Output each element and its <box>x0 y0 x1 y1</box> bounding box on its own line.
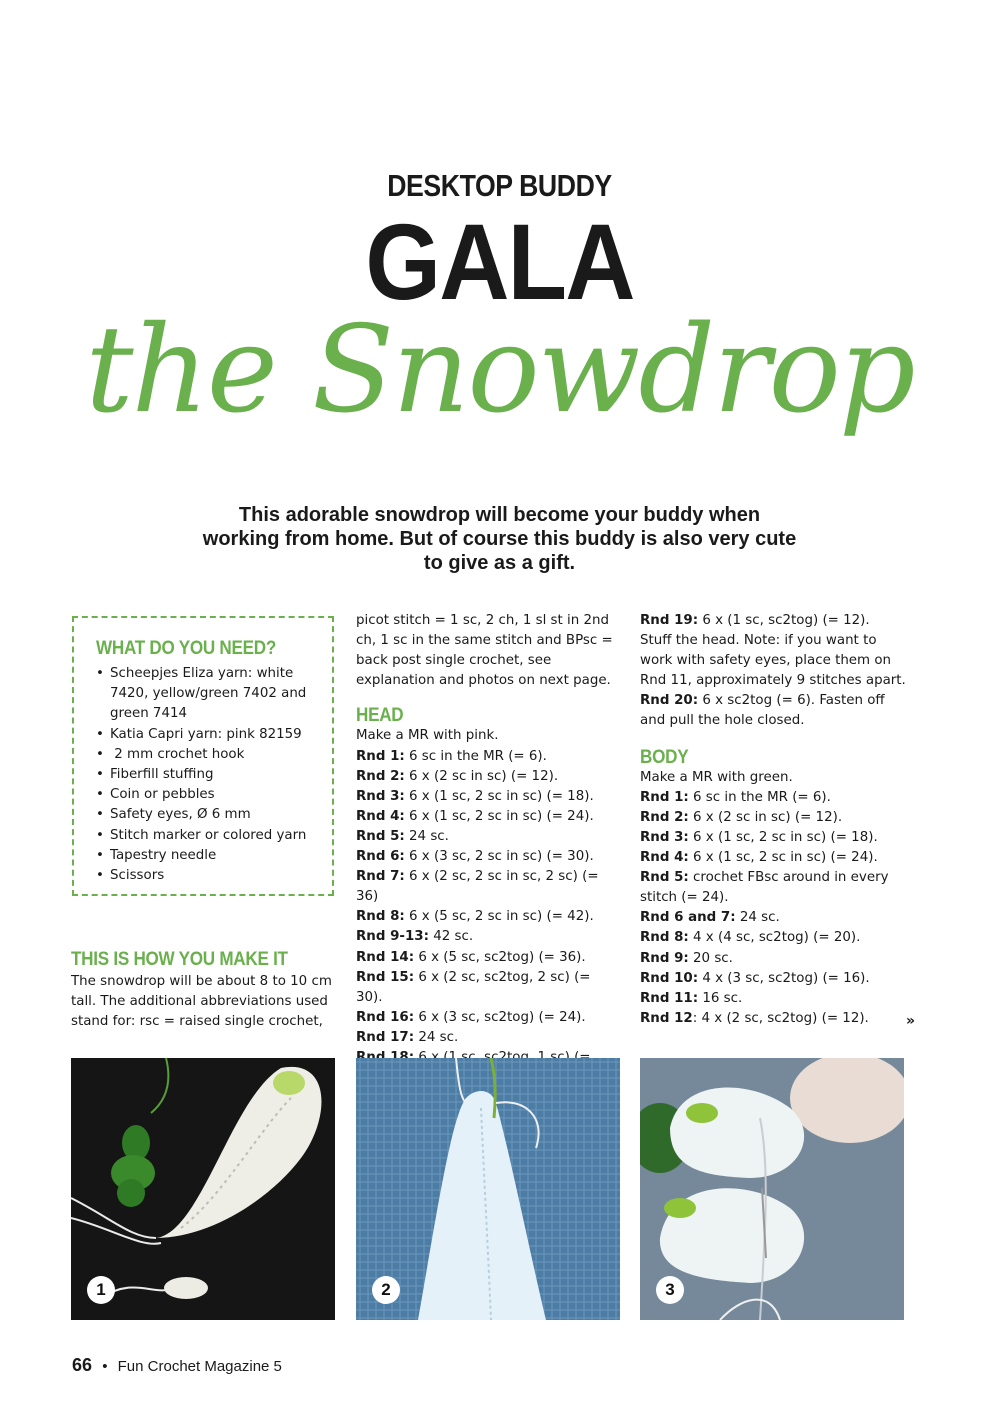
round-line <box>356 1028 621 1048</box>
round-line <box>356 927 621 947</box>
round-label: Rnd 2: <box>640 809 689 825</box>
column-2 <box>356 611 621 1088</box>
head-final-round: Rnd 20: 6 x sc2tog (= 6). Fasten off and pull the hole closed. <box>640 693 885 729</box>
round-text: crochet FBsc around in every stitch (= 24). <box>640 870 889 906</box>
materials-item: • 2 mm crochet hook <box>96 745 332 765</box>
round-label: Rnd 9-13: <box>356 929 429 945</box>
materials-item: • Tapestry needle <box>96 846 332 866</box>
round-label: Rnd 8: <box>640 930 689 946</box>
round-label: Rnd 9: <box>640 950 689 966</box>
round-line <box>356 867 621 907</box>
round-text: 24 sc. <box>735 910 780 926</box>
round-text: 6 x (2 sc in sc) (= 12). <box>404 768 559 784</box>
round-label: Rnd 7: <box>356 869 405 885</box>
round-line <box>356 948 621 968</box>
round-label: Rnd 19: <box>640 613 699 628</box>
materials-item: • Stitch marker or colored yarn <box>96 826 332 846</box>
head-heading: HEAD <box>356 705 404 727</box>
step-photo-2 <box>356 1058 620 1320</box>
round-line <box>640 908 910 928</box>
round-label: Rnd 5: <box>640 870 689 886</box>
round-label: Rnd 11: <box>640 990 699 1006</box>
materials-item: • Scissors <box>96 866 332 886</box>
photo-number-badge: 2 <box>372 1276 400 1304</box>
round-line <box>356 747 621 767</box>
round-line <box>640 969 910 989</box>
header-script-title: the Snowdrop <box>85 301 914 440</box>
round-label: Rnd 4: <box>640 850 689 866</box>
round-line <box>640 808 910 828</box>
round-label: Rnd 1: <box>356 748 405 764</box>
round-line <box>356 907 621 927</box>
round-text: 6 sc in the MR (= 6). <box>688 789 831 805</box>
round-label: Rnd 6: <box>356 849 405 865</box>
round-line <box>640 828 910 848</box>
photo-number-badge: 3 <box>656 1276 684 1304</box>
round-text: 6 x (1 sc, 2 sc in sc) (= 24). <box>688 850 878 866</box>
round-line <box>640 989 910 1009</box>
round-text: 6 x (2 sc, 2 sc in sc, 2 sc) (= 36) <box>356 869 599 905</box>
head-intro: Make a MR with pink. <box>356 728 499 744</box>
round-text: 6 x (3 sc, 2 sc in sc) (= 30). <box>404 849 594 865</box>
round-label: Rnd 17: <box>356 1029 415 1045</box>
round-line <box>640 868 910 908</box>
head-rounds-continued <box>640 611 910 631</box>
round-text: 20 sc. <box>688 950 733 966</box>
body-intro: Make a MR with green. <box>640 769 793 785</box>
round-label: Rnd 3: <box>640 829 689 845</box>
materials-item: • Safety eyes, Ø 6 mm <box>96 805 332 825</box>
round-line <box>640 788 910 808</box>
round-text: 24 sc. <box>414 1029 459 1045</box>
howto-heading: THIS IS HOW YOU MAKE IT <box>71 949 288 970</box>
round-text: 6 x (5 sc, 2 sc in sc) (= 42). <box>404 909 594 925</box>
round-line <box>356 787 621 807</box>
round-label: Rnd 12 <box>640 1010 693 1026</box>
round-text: 6 x (2 sc, sc2tog, 2 sc) (= 30). <box>356 969 591 1005</box>
materials-list <box>96 664 332 886</box>
materials-item: • Coin or pebbles <box>96 785 332 805</box>
round-line <box>640 928 910 948</box>
step-photo-1 <box>71 1058 335 1320</box>
round-text: 4 x (3 sc, sc2tog) (= 16). <box>698 970 870 986</box>
round-line <box>356 807 621 827</box>
round-text: 6 x (1 sc, 2 sc in sc) (= 18). <box>404 788 594 804</box>
materials-heading: WHAT DO YOU NEED? <box>96 638 277 659</box>
round-line <box>356 847 621 867</box>
round-label: Rnd 8: <box>356 909 405 925</box>
header-kicker: DESKTOP BUDDY <box>387 168 612 203</box>
round-text: 6 sc in the MR (= 6). <box>404 748 547 764</box>
round-line <box>640 611 910 631</box>
round-text: 6 x (1 sc, 2 sc in sc) (= 24). <box>404 808 594 824</box>
continue-marker: » <box>906 1013 916 1029</box>
howto-section <box>71 950 333 1032</box>
round-text: 6 x (3 sc, sc2tog) (= 24). <box>414 1009 586 1025</box>
round-line <box>356 968 621 1008</box>
page-number: 66 <box>72 1355 93 1375</box>
head-rounds <box>356 747 621 1089</box>
round-label: Rnd 4: <box>356 808 405 824</box>
round-label: Rnd 16: <box>356 1009 415 1025</box>
round-line <box>640 1009 910 1029</box>
round-text: : 4 x (2 sc, sc2tog) (= 12). <box>692 1010 869 1026</box>
head-note: Stuff the head. Note: if you want to work with safety eyes, place them on Rnd 11, approximately 9 stitches apart. <box>640 633 906 689</box>
round-text: 6 x (5 sc, sc2tog) (= 36). <box>414 949 586 965</box>
page-footer <box>72 1355 282 1376</box>
round-label: Rnd 10: <box>640 970 699 986</box>
round-label: Rnd 6 and 7: <box>640 910 736 926</box>
body-rounds <box>640 788 910 1029</box>
round-text: 16 sc. <box>698 990 743 1006</box>
round-label: Rnd 2: <box>356 768 405 784</box>
round-label: Rnd 5: <box>356 828 405 844</box>
round-line <box>356 1008 621 1028</box>
step-photo-3 <box>640 1058 904 1320</box>
footer-separator: • <box>102 1358 108 1375</box>
round-text: 24 sc. <box>404 828 449 844</box>
round-text: 6 x (2 sc in sc) (= 12). <box>688 809 843 825</box>
round-label: Rnd 1: <box>640 789 689 805</box>
materials-item: • Fiberfill stuffing <box>96 765 332 785</box>
photo-number-badge: 1 <box>87 1276 115 1304</box>
round-line <box>640 848 910 868</box>
round-text: 6 x (1 sc, sc2tog) (= 12). <box>698 613 870 628</box>
round-text: 4 x (4 sc, sc2tog) (= 20). <box>688 930 861 946</box>
column-3 <box>640 611 910 1029</box>
intro-text: This adorable snowdrop will become your buddy when working from home. But of course this buddy is also very cute to give as a gift. <box>202 504 797 574</box>
materials-item: • Scheepjes Eliza yarn: white 7420, yellow/green 7402 and green 7414 <box>96 664 332 725</box>
round-line <box>640 949 910 969</box>
round-text: 42 sc. <box>428 929 474 945</box>
materials-item: • Katia Capri yarn: pink 82159 <box>96 725 332 745</box>
howto-text: The snowdrop will be about 8 to 10 cm tall. The additional abbreviations used stand for: rsc = raised single crochet, <box>71 974 332 1030</box>
round-label: Rnd 14: <box>356 949 415 965</box>
howto-continued: picot stitch = 1 sc, 2 ch, 1 sl st in 2nd ch, 1 sc in the same stitch and BPsc = back post single crochet, see explanation and photos on next page. <box>356 613 613 689</box>
round-label: Rnd 15: <box>356 969 415 985</box>
header-title: GALA <box>365 201 634 322</box>
body-heading: BODY <box>640 746 689 768</box>
magazine-name: Fun Crochet Magazine 5 <box>117 1358 282 1375</box>
round-text: 6 x (1 sc, 2 sc in sc) (= 18). <box>688 829 878 845</box>
materials-box <box>72 616 334 896</box>
round-label: Rnd 3: <box>356 788 405 804</box>
round-line <box>356 767 621 787</box>
round-line <box>356 827 621 847</box>
